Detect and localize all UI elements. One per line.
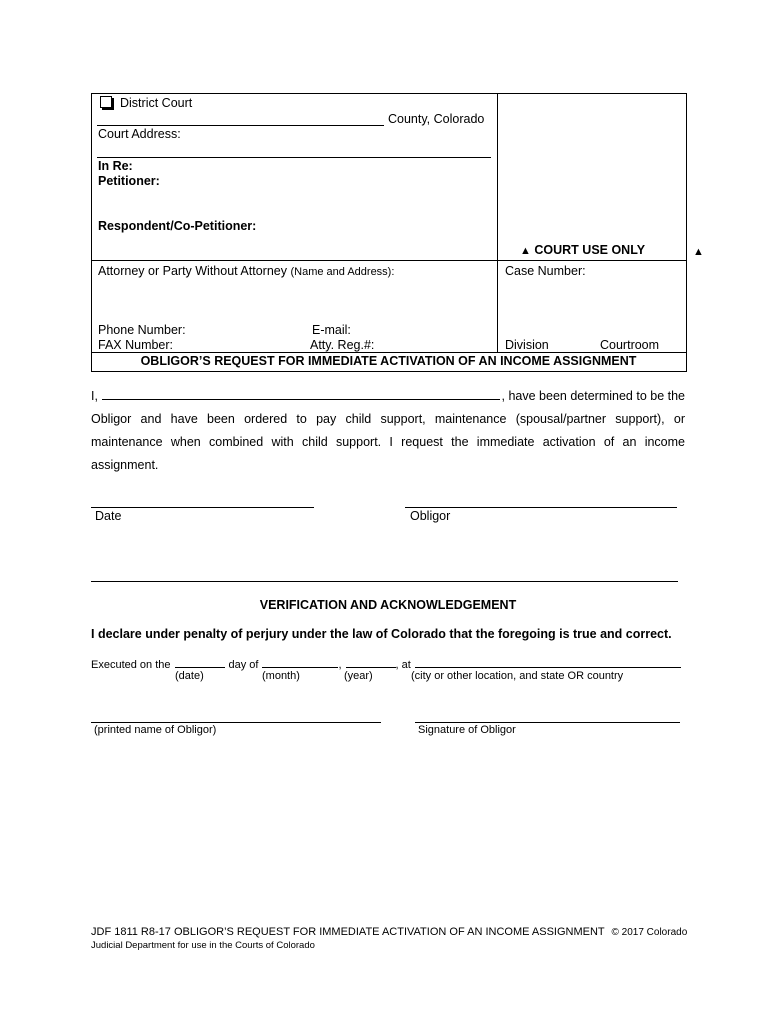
court-address-line[interactable]	[97, 157, 491, 158]
month-hint: (month)	[262, 670, 300, 682]
date-hint: (date)	[175, 670, 204, 682]
email-label: E-mail:	[312, 323, 351, 337]
caption-divider-attorney	[91, 260, 686, 261]
district-court-label: District Court	[120, 96, 193, 110]
court-use-only: ▲ COURT USE ONLY	[520, 243, 646, 257]
footer-line-1: JDF 1811 R8-17 OBLIGOR’S REQUEST FOR IMMEDIATE ACTIVATION OF AN INCOME ASSIGNMENT © 2017 Colorado	[91, 926, 688, 938]
location-hint: (city or other location, and state OR country	[411, 670, 624, 682]
courtroom-label: Courtroom	[600, 338, 660, 352]
petitioner-label: Petitioner:	[98, 174, 160, 188]
arrow-up-icon: ▲	[520, 245, 531, 257]
county-line[interactable]	[97, 125, 384, 126]
respondent-label: Respondent/Co-Petitioner:	[98, 219, 257, 233]
declaration-text: I declare under penalty of perjury under the law of Colorado that the foregoing is true and correct.	[91, 627, 672, 641]
in-re-label: In Re:	[98, 159, 133, 173]
caption-divider-title	[91, 352, 686, 353]
obligor-label: Obligor	[410, 509, 451, 523]
date-signature-line[interactable]	[91, 507, 314, 508]
phone-label: Phone Number:	[98, 323, 186, 337]
statement-line-4: assignment.	[91, 458, 159, 472]
statement-line-1: I, , have been determined to be the	[91, 389, 685, 403]
atty-reg-label: Atty. Reg.#:	[310, 338, 375, 352]
executed-line: Executed on the day of , , at	[91, 657, 681, 671]
fax-label: FAX Number:	[98, 338, 174, 352]
year-hint: (year)	[344, 670, 373, 682]
verification-heading: VERIFICATION AND ACKNOWLEDGEMENT	[259, 598, 517, 612]
attorney-label: Attorney or Party Without Attorney (Name and Address):	[98, 264, 395, 278]
executed-location-field[interactable]	[415, 657, 681, 668]
district-court-checkbox[interactable]	[100, 96, 112, 108]
date-label: Date	[95, 509, 122, 523]
caption-divider-vertical	[497, 93, 498, 352]
printed-name-line[interactable]	[91, 722, 381, 723]
statement-line-3: maintenance when combined with child support. I request the immediate activation of an income	[91, 435, 685, 449]
printed-name-label: (printed name of Obligor)	[94, 724, 217, 736]
executed-month-field[interactable]	[262, 657, 338, 668]
division-label: Division	[505, 338, 549, 352]
section-divider	[91, 581, 678, 582]
statement-line-2: Obligor and have been ordered to pay child support, maintenance (spousal/partner support), or	[91, 412, 685, 426]
case-number-label: Case Number:	[505, 264, 586, 278]
obligor-name-line[interactable]	[102, 387, 500, 400]
county-suffix: County, Colorado	[388, 112, 485, 126]
obligor-verification-signature-line[interactable]	[415, 722, 680, 723]
footer-line-2: Judicial Department for use in the Courts of Colorado	[91, 940, 315, 951]
court-address-label: Court Address:	[98, 127, 181, 141]
executed-year-field[interactable]	[346, 657, 396, 668]
signature-label: Signature of Obligor	[418, 724, 516, 736]
executed-date-field[interactable]	[175, 657, 225, 668]
obligor-signature-line[interactable]	[405, 507, 677, 508]
arrow-up-icon: ▲	[693, 246, 704, 258]
form-title: OBLIGOR’S REQUEST FOR IMMEDIATE ACTIVATION OF AN INCOME ASSIGNMENT	[140, 354, 637, 368]
obligor-statement	[91, 385, 685, 477]
district-court-option[interactable]	[100, 96, 192, 110]
